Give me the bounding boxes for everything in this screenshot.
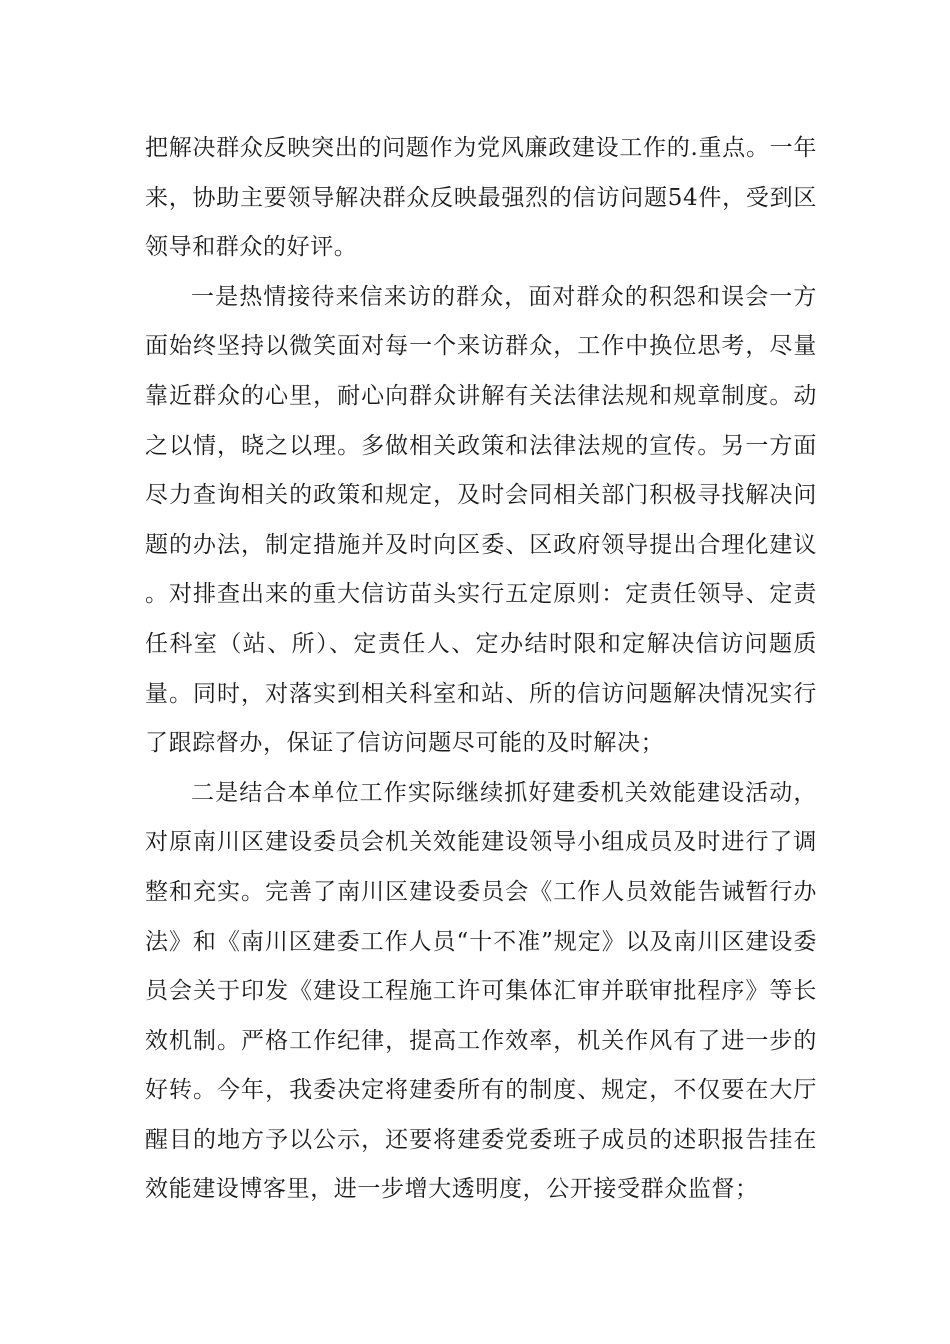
paragraph-continuation: 把解决群众反映突出的问题作为党风廉政建设工作的.重点。一年来，协助主要领导解决群众反映最强烈的信访问题54件，受到区领导和群众的好评。 xyxy=(145,135,817,261)
document-body xyxy=(145,124,817,1215)
paragraph-point-one: 一是热情接待来信来访的群众，面对群众的积怨和误会一方面始终坚持以微笑面对每一个来访群众，工作中换位思考，尽量靠近群众的心里，耐心向群众讲解有关法律法规和规章制度。动之以情，晓之以理。多做相关政策和法律法规的宣传。另一方面尽力查询相关的政策和规定，及时会同相关部门积极寻找解决问题的办法，制定措施并及时向区委、区政府领导提出合理化建议。对排查出来的重大信访苗头实行五定原则：定责任领导、定责任科室（站、所）、定责任人、定办结时限和定解决信访问题质量。同时，对落实到相关科室和站、所的信访问题解决情况实行了跟踪督办，保证了信访问题尽可能的及时解决； xyxy=(145,283,817,757)
paragraph-point-two: 二是结合本单位工作实际继续抓好建委机关效能建设活动，对原南川区建设委员会机关效能建设领导小组成员及时进行了调整和充实。完善了南川区建设委员会《工作人员效能告诫暂行办法》和《南川区建委工作人员“十不准”规定》以及南川区建设委员会关于印发《建设工程施工许可集体汇审并联审批程序》等长效机制。严格工作纪律，提高工作效率，机关作风有了进一步的好转。今年，我委决定将建委所有的制度、规定，不仅要在大厅醒目的地方予以公示，还要将建委党委班子成员的述职报告挂在效能建设博客里，进一步增大透明度，公开接受群众监督； xyxy=(145,779,817,1203)
